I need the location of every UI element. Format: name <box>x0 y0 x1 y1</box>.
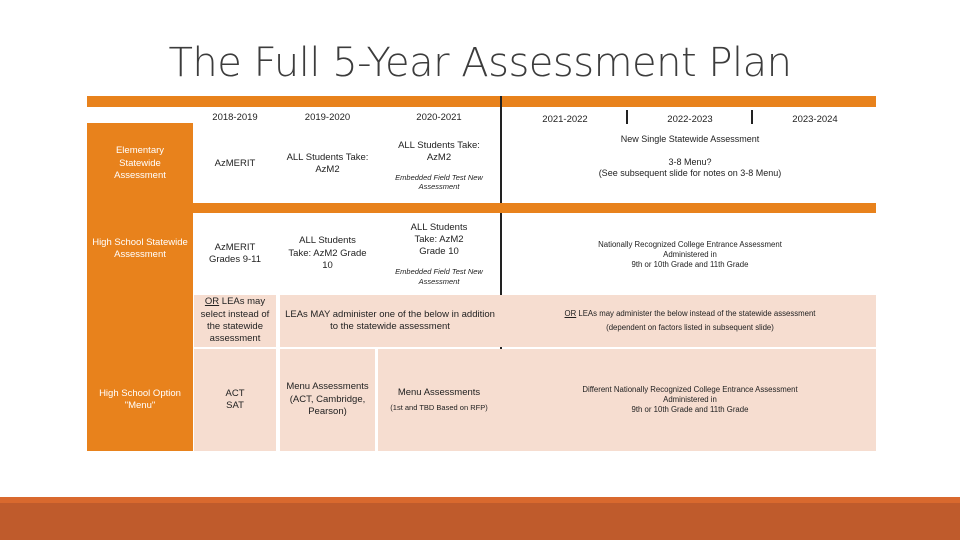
year-2019-2020: 2019-2020 <box>304 112 351 123</box>
elementary-2020 <box>378 132 500 200</box>
elementary-menu: 3-8 Menu? <box>668 156 712 167</box>
highschool-2020 <box>378 213 500 295</box>
section-band <box>87 203 876 213</box>
page-title: The Full 5-Year Assessment Plan <box>168 40 792 86</box>
year-2020-2021: 2020-2021 <box>416 112 462 123</box>
elementary-2018: AzMERIT <box>214 157 256 169</box>
elementary-new-assessment: New Single Statewide Assessment <box>620 133 760 144</box>
or-row-2021-2024: OR LEAs may administer the below instead of the statewide assessment (dependent on factors listed in subsequent slide) <box>564 308 816 332</box>
year-2018-2019: 2018-2019 <box>212 112 258 123</box>
highschool-2021-2024: Nationally Recognized College Entrance Assessment Administered in 9th or 10th Grade and 11th Grade <box>598 239 782 270</box>
elementary-2020-text: ALL Students Take: AzM2 <box>398 139 480 164</box>
or-row-2019-2020: LEAs MAY administer one of the below in addition to the statewide assessment <box>285 308 495 332</box>
year-2023-2024: 2023-2024 <box>792 114 838 125</box>
elementary-2020-note: Embedded Field Test New Assessment <box>395 172 483 192</box>
year-2021-2022: 2021-2022 <box>542 114 588 125</box>
highschool-2020-note: Embedded Field Test New Assessment <box>395 266 483 286</box>
year-divider <box>626 110 628 124</box>
menu-2019: Menu Assessments (ACT, Cambridge, Pearson) <box>286 381 369 418</box>
elementary-2021-2024 <box>504 128 876 186</box>
footer-accent-line <box>0 497 960 503</box>
elementary-menu-note: (See subsequent slide for notes on 3-8 Menu) <box>598 168 782 179</box>
highschool-2018: AzMERIT Grades 9-11 <box>208 241 262 265</box>
or-keyword: OR <box>204 296 220 308</box>
footer-bar <box>0 497 960 540</box>
menu-2021-2024: Different Nationally Recognized College Entrance Assessment Administered in 9th or 10th Grade and 11th Grade <box>582 384 798 415</box>
header-band <box>87 96 876 107</box>
row-label-menu: High School Option "Menu" <box>99 387 181 411</box>
year-divider <box>751 110 753 124</box>
row-label-highschool: High School Statewide Assessment <box>92 237 188 261</box>
or-keyword: OR <box>564 308 577 318</box>
highschool-2020-text: ALL Students Take: AzM2 Grade 10 <box>410 221 468 258</box>
elementary-2019: ALL Students Take: AzM2 <box>286 151 369 175</box>
highschool-2019: ALL Students Take: AzM2 Grade 10 <box>288 235 367 272</box>
menu-2018: ACT SAT <box>225 387 245 411</box>
year-2022-2023: 2022-2023 <box>667 114 713 125</box>
or-row-2018: OR LEAs may select instead of the statewide assessment <box>200 296 270 345</box>
menu-2020: Menu Assessments (1st and TBD Based on RFP) <box>390 387 488 412</box>
row-label-elementary: Elementary Statewide Assessment <box>114 145 166 182</box>
